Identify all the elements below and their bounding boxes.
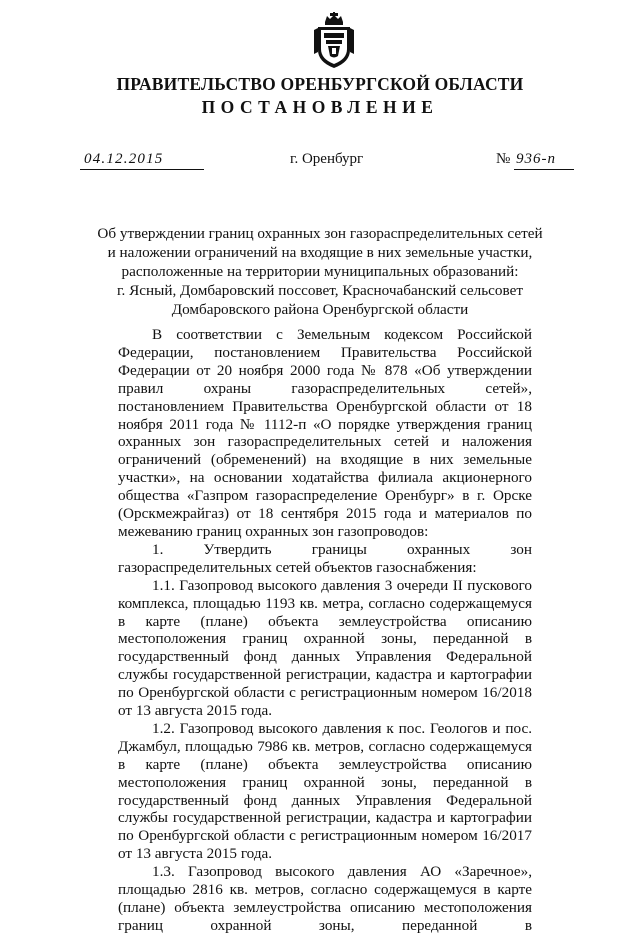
document-city: г. Оренбург <box>290 151 364 167</box>
title-line: и наложении ограничений на входящие в них земельные участки, <box>107 244 533 261</box>
number-label: № <box>496 151 511 167</box>
clause-1: 1. Утвердить границы охранных зон газораспределительных сетей объектов газоснабжения: <box>118 540 532 576</box>
coat-of-arms-icon <box>312 12 356 70</box>
organization-name: ПРАВИТЕЛЬСТВО ОРЕНБУРГСКОЙ ОБЛАСТИ <box>116 74 524 94</box>
title-line: Домбаровского района Оренбургской области <box>171 301 469 318</box>
number-underline <box>514 169 574 170</box>
document-title <box>60 224 580 319</box>
title-line: г. Ясный, Домбаровский поссовет, Красночабанский сельсовет <box>117 282 523 299</box>
document-type: ПОСТАНОВЛЕНИЕ <box>201 97 439 117</box>
clause-1-2: 1.2. Газопровод высокого давления к пос. Геологов и пос. Джамбул, площадью 7986 кв. метров, согласно содержащемуся в карте (плане) объекта землеустройства описанию местоположения границ охранной зоны, переданной в государственный фонд данных Управления Федеральной службы государственной регистрации, кадастра и картографии по Оренбургской области с регистрационным номером 16/2017 от 13 августа 2015 года. <box>118 719 532 863</box>
document-body <box>118 326 532 935</box>
clause-1-1: 1.1. Газопровод высокого давления 3 очереди II пускового комплекса, площадью 1193 кв. метра, согласно содержащемуся в карте (плане) объекта землеустройства описанию местоположения границ охранной зоны, переданной в государственный фонд данных Управления Федеральной службы государственной регистрации, кадастра и картографии по Оренбургской области с регистрационным номером 16/2018 от 13 августа 2015 года. <box>118 576 532 720</box>
date-underline <box>80 169 204 170</box>
title-line: Об утверждении границ охранных зон газораспределительных сетей <box>97 225 543 242</box>
document-number: 936-п <box>516 151 556 167</box>
preamble-paragraph: В соответствии с Земельным кодексом Российской Федерации, постановлением Правительства Российской Федерации от 20 ноября 2000 года № 878 «Об утверждении правил охраны газораспределительных сетей», постановлением Правительства Оренбургской области от 18 ноября 2011 года № 1112-п «О порядке утверждения границ охранных зон газораспределительных сетей и наложения ограничений (обременений) на входящие в них земельные участки», на основании ходатайства филиала акционерного общества «Газпром газораспределение Оренбург» в г. Орске (Орскмежрайгаз) от 18 сентября 2015 года и материалов по межеванию границ охранных зон газопроводов: <box>118 326 532 540</box>
title-line: расположенные на территории муниципальных образований: <box>121 263 519 280</box>
document-date: 04.12.2015 <box>84 151 164 167</box>
clause-1-3: 1.3. Газопровод высокого давления АО «Заречное», площадью 2816 кв. метров, согласно содержащемуся в карте (плане) объекта землеустройства описанию местоположения границ охранной зоны, переданной в <box>118 863 532 934</box>
